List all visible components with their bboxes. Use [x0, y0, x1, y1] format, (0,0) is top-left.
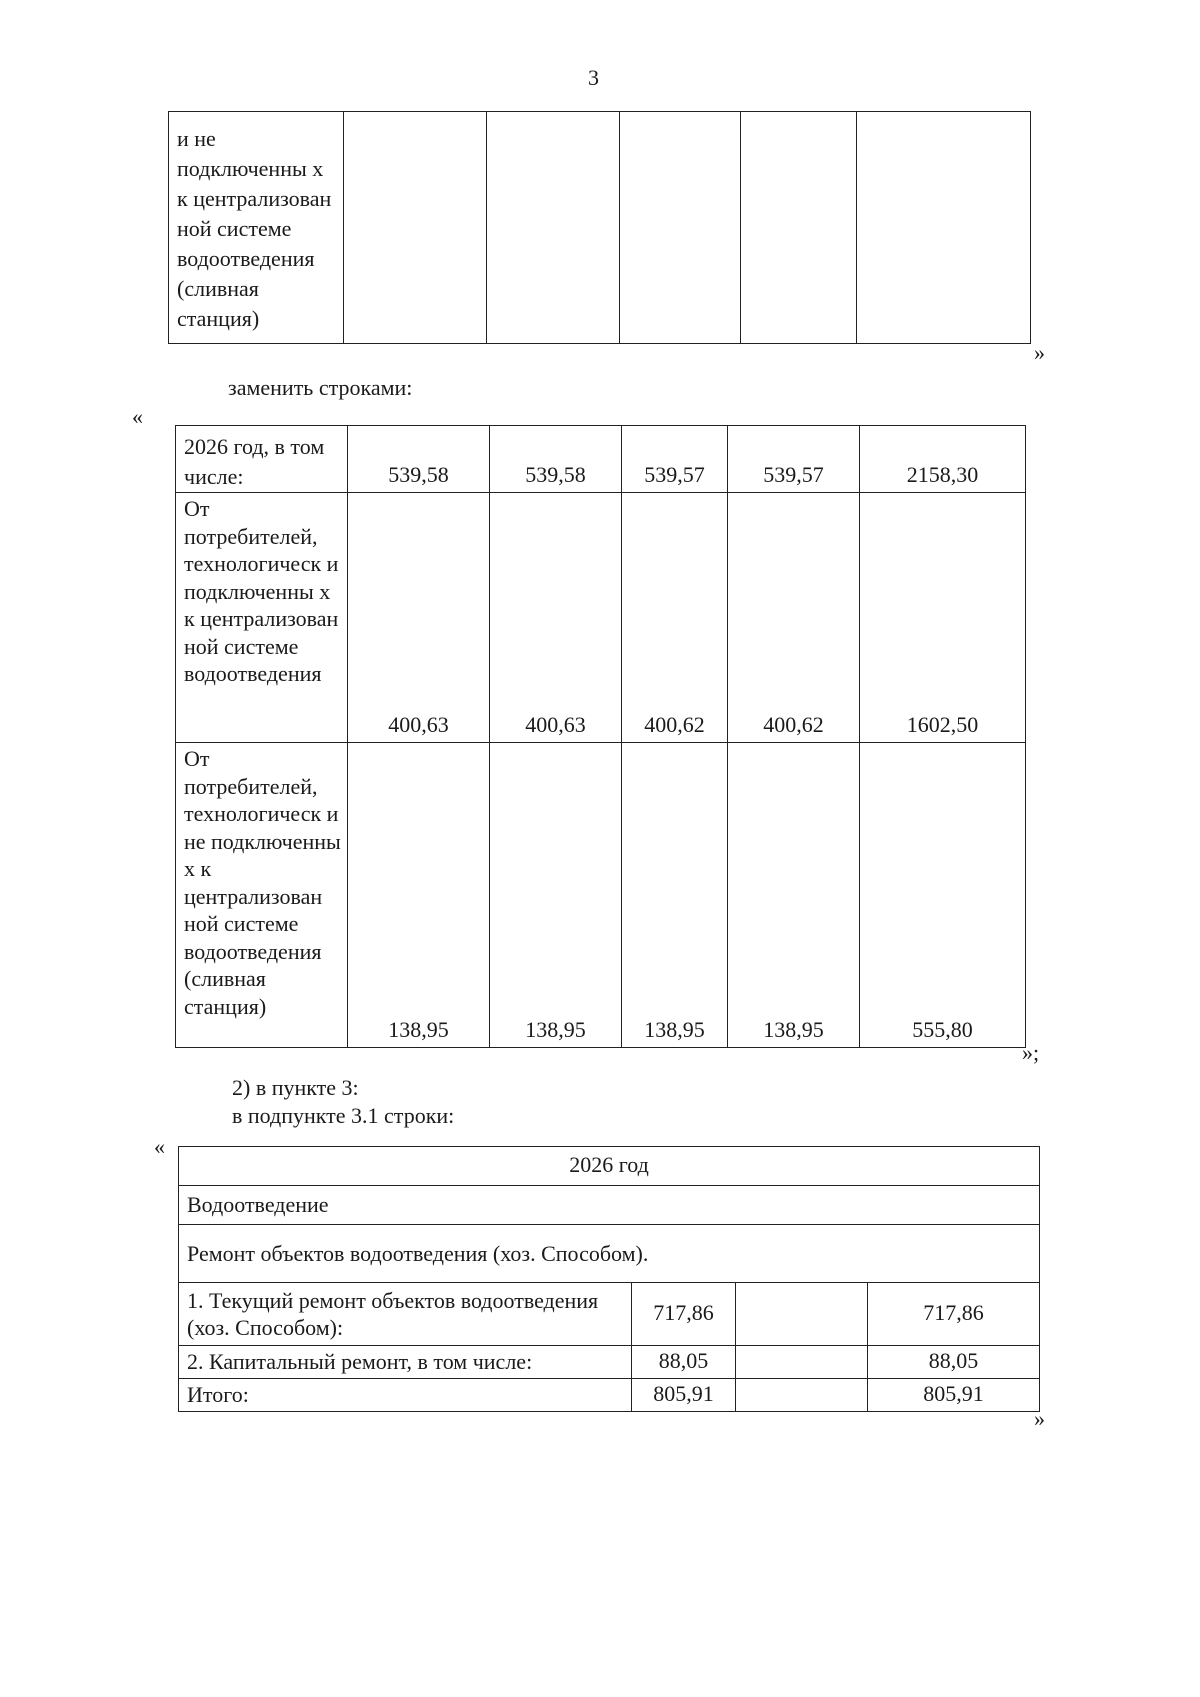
item-2: 2) в пункте 3: [232, 1075, 359, 1100]
table-row [179, 1346, 1040, 1379]
table-row [176, 743, 1026, 1048]
value-cell: 1602,50 [860, 493, 1026, 743]
row-label: Итого: [179, 1379, 632, 1412]
value-cell: 400,62 [622, 493, 728, 743]
old-rows-table [168, 111, 1031, 344]
value-cell: 539,58 [490, 426, 622, 493]
row-label: От потребителей, технологическ и не подключенны х к централизован ной системе водоотведения (сливная станция) [176, 743, 348, 1048]
value-cell: 539,57 [728, 426, 860, 493]
value-cell: 400,63 [490, 493, 622, 743]
old-row-label: и не подключенны х к централизован ной системе водоотведения (сливная станция) [169, 112, 344, 344]
row-label: 1. Текущий ремонт объектов водоотведения (хоз. Способом): [179, 1283, 632, 1346]
value-cell: 555,80 [860, 743, 1026, 1048]
value-cell [736, 1346, 868, 1379]
old-cell [741, 112, 857, 344]
table-row [179, 1283, 1040, 1346]
value-cell: 138,95 [490, 743, 622, 1048]
repair-table [178, 1146, 1040, 1412]
year-header: 2026 год [179, 1147, 1040, 1186]
value-cell: 539,57 [622, 426, 728, 493]
table-row [179, 1379, 1040, 1412]
closing-quote: » [1034, 340, 1045, 365]
row-label: 2026 год, в том числе: [176, 426, 348, 493]
value-cell: 539,58 [348, 426, 490, 493]
row-label: 2. Капитальный ремонт, в том числе: [179, 1346, 632, 1379]
old-cell [857, 112, 1031, 344]
value-cell: 400,62 [728, 493, 860, 743]
value-cell: 717,86 [868, 1283, 1040, 1346]
value-cell: 717,86 [632, 1283, 736, 1346]
closing-quote: » [1034, 1406, 1045, 1431]
old-cell [487, 112, 620, 344]
value-cell: 805,91 [632, 1379, 736, 1412]
old-cell [344, 112, 487, 344]
value-cell: 88,05 [632, 1346, 736, 1379]
section-row: Водоотведение [179, 1186, 1040, 1225]
value-cell: 138,95 [728, 743, 860, 1048]
value-cell: 2158,30 [860, 426, 1026, 493]
table-row [176, 493, 1026, 743]
value-cell: 88,05 [868, 1346, 1040, 1379]
subsection-row: Ремонт объектов водоотведения (хоз. Способом). [179, 1225, 1040, 1283]
table-row [176, 426, 1026, 493]
value-cell: 138,95 [348, 743, 490, 1048]
subitem-3-1: в подпункте 3.1 строки: [232, 1103, 455, 1128]
replace-instruction: заменить строками: [228, 375, 413, 400]
value-cell: 805,91 [868, 1379, 1040, 1412]
value-cell: 138,95 [622, 743, 728, 1048]
row-label: От потребителей, технологическ и подключенны х к централизован ной системе водоотведения [176, 493, 348, 743]
closing-quote: »; [1022, 1040, 1040, 1065]
value-cell [736, 1283, 868, 1346]
opening-quote: « [132, 404, 143, 429]
old-cell [620, 112, 741, 344]
new-rows-table [175, 425, 1026, 1048]
page-number: 3 [588, 65, 599, 90]
opening-quote: « [154, 1134, 165, 1159]
value-cell: 400,63 [348, 493, 490, 743]
value-cell [736, 1379, 868, 1412]
